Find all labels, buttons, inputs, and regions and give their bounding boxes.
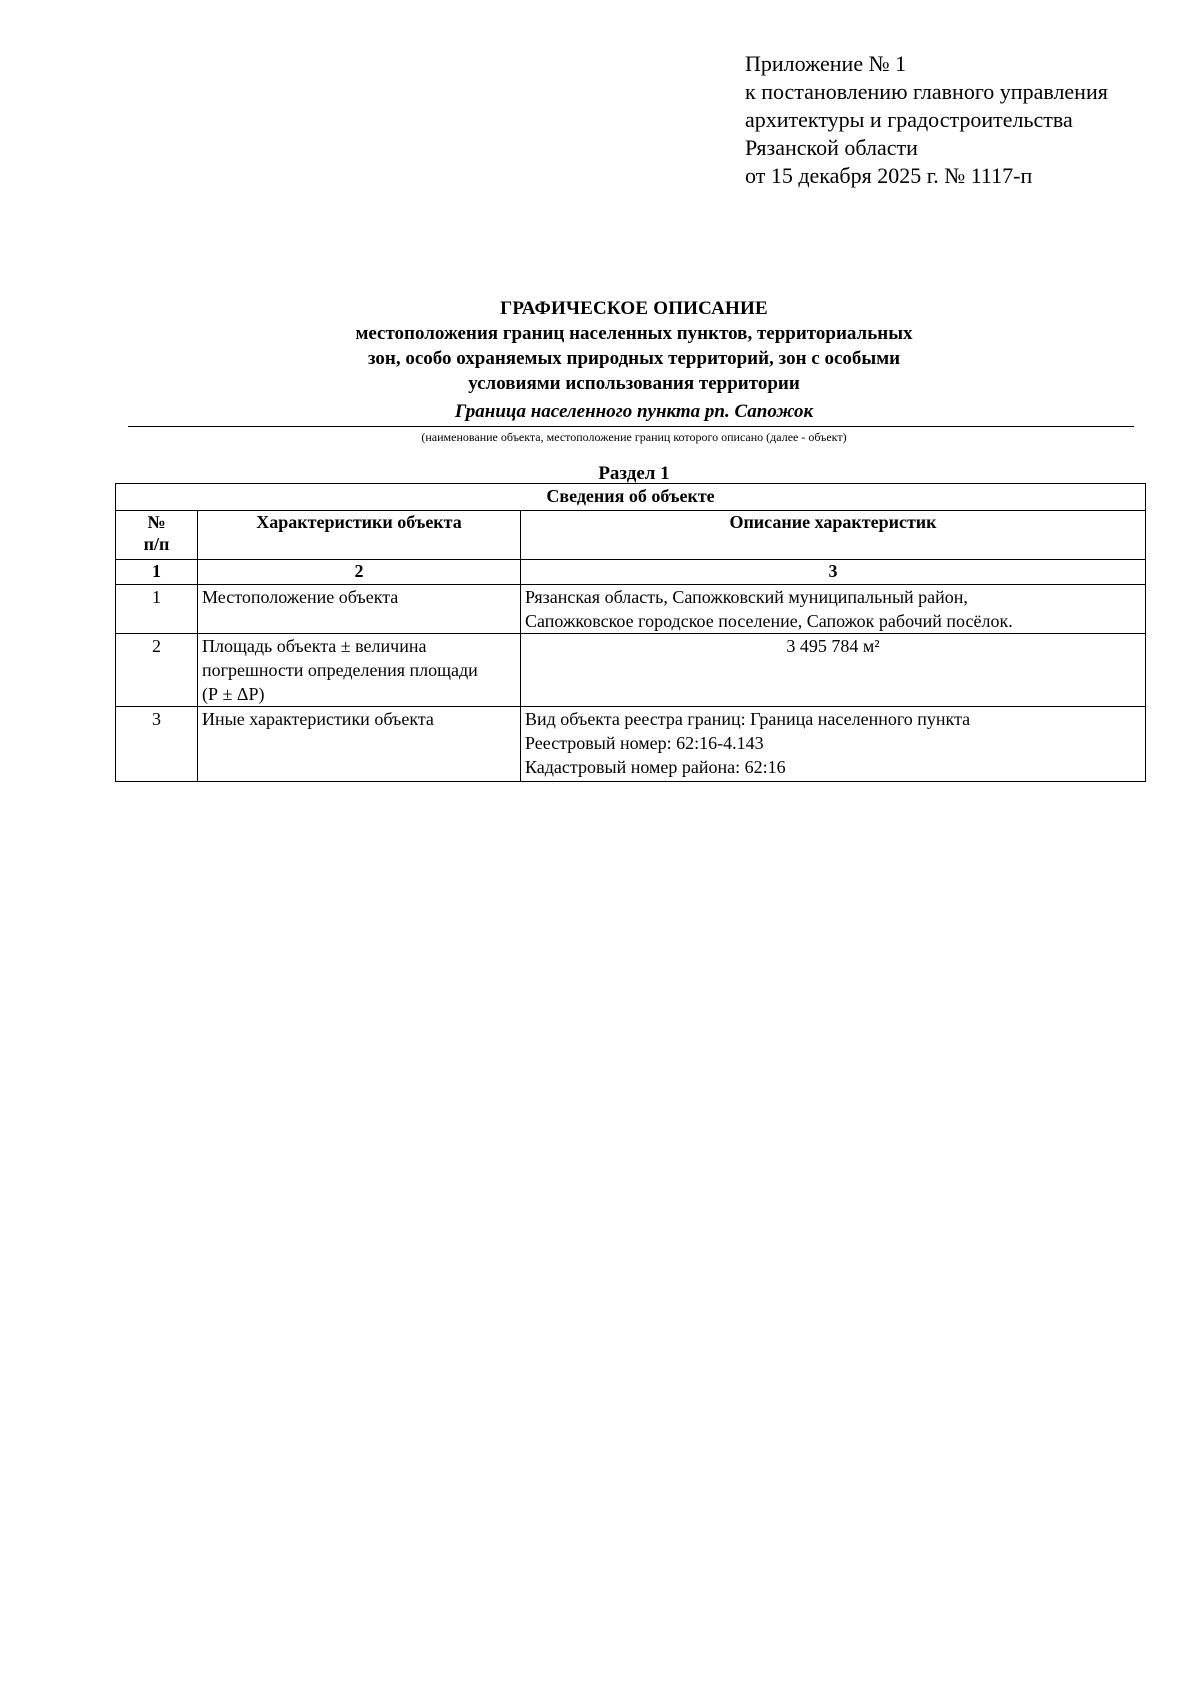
header-num-line: №	[147, 512, 166, 532]
row-number: 3	[116, 707, 198, 782]
appendix-line: архитектуры и градостроительства	[745, 107, 1073, 132]
characteristic-line: Площадь объекта ± величина	[202, 636, 427, 656]
object-name-caption: (наименование объекта, местоположение границ которого описано (далее - объект)	[421, 430, 847, 444]
object-name: Граница населенного пункта рп. Сапожок	[454, 401, 814, 422]
table-row	[116, 634, 1146, 707]
description-line: Реестровый номер: 62:16-4.143	[525, 733, 764, 753]
appendix-line: от 15 декабря 2025 г. № 1117-п	[745, 163, 1033, 188]
appendix-reference	[745, 50, 1108, 190]
description-line: 3 495 784 м²	[786, 636, 880, 656]
object-info-table	[115, 483, 1146, 782]
document-subtitle-line: местоположения границ населенных пунктов, территориальных	[355, 323, 913, 344]
document-subtitle-line: условиями использования территории	[468, 373, 800, 394]
characteristic-line: Местоположение объекта	[202, 587, 399, 607]
characteristic-line: (Р ± ΔР)	[202, 684, 265, 704]
document-main-title: ГРАФИЧЕСКОЕ ОПИСАНИЕ	[500, 298, 768, 319]
characteristic-line: погрешности определения площади	[202, 660, 478, 680]
appendix-line: к постановлению главного управления	[745, 79, 1108, 104]
table-caption: Сведения об объекте	[116, 484, 1146, 511]
description-line: Рязанская область, Сапожковский муниципальный район,	[525, 587, 968, 607]
column-number-row	[116, 560, 1146, 585]
header-description: Описание характеристик	[521, 511, 1146, 560]
table-row	[116, 707, 1146, 782]
table-row	[116, 585, 1146, 634]
document-subtitle-line: зон, особо охраняемых природных территорий, зон с особыми	[367, 348, 901, 369]
row-description	[521, 585, 1146, 634]
object-name-underline	[128, 426, 1134, 427]
characteristic-line: Иные характеристики объекта	[202, 709, 434, 729]
row-number: 1	[116, 585, 198, 634]
description-line: Вид объекта реестра границ: Граница населенного пункта	[525, 709, 971, 729]
row-number: 2	[116, 634, 198, 707]
column-number: 3	[521, 560, 1146, 585]
header-num	[116, 511, 198, 560]
appendix-line: Приложение № 1	[745, 51, 907, 76]
appendix-line: Рязанской области	[745, 135, 918, 160]
document-title	[0, 296, 1200, 396]
column-number: 2	[198, 560, 521, 585]
table-header-row	[116, 511, 1146, 560]
section-title: Раздел 1	[598, 463, 670, 484]
row-characteristic	[198, 707, 521, 782]
row-characteristic	[198, 634, 521, 707]
header-characteristic: Характеристики объекта	[198, 511, 521, 560]
description-line: Сапожковское городское поселение, Сапожок рабочий посёлок.	[525, 611, 1013, 631]
header-num-line: п/п	[143, 534, 170, 554]
row-description	[521, 634, 1146, 707]
description-line: Кадастровый номер района: 62:16	[525, 757, 786, 777]
row-description	[521, 707, 1146, 782]
column-number: 1	[116, 560, 198, 585]
row-characteristic	[198, 585, 521, 634]
table-caption-row	[116, 484, 1146, 511]
